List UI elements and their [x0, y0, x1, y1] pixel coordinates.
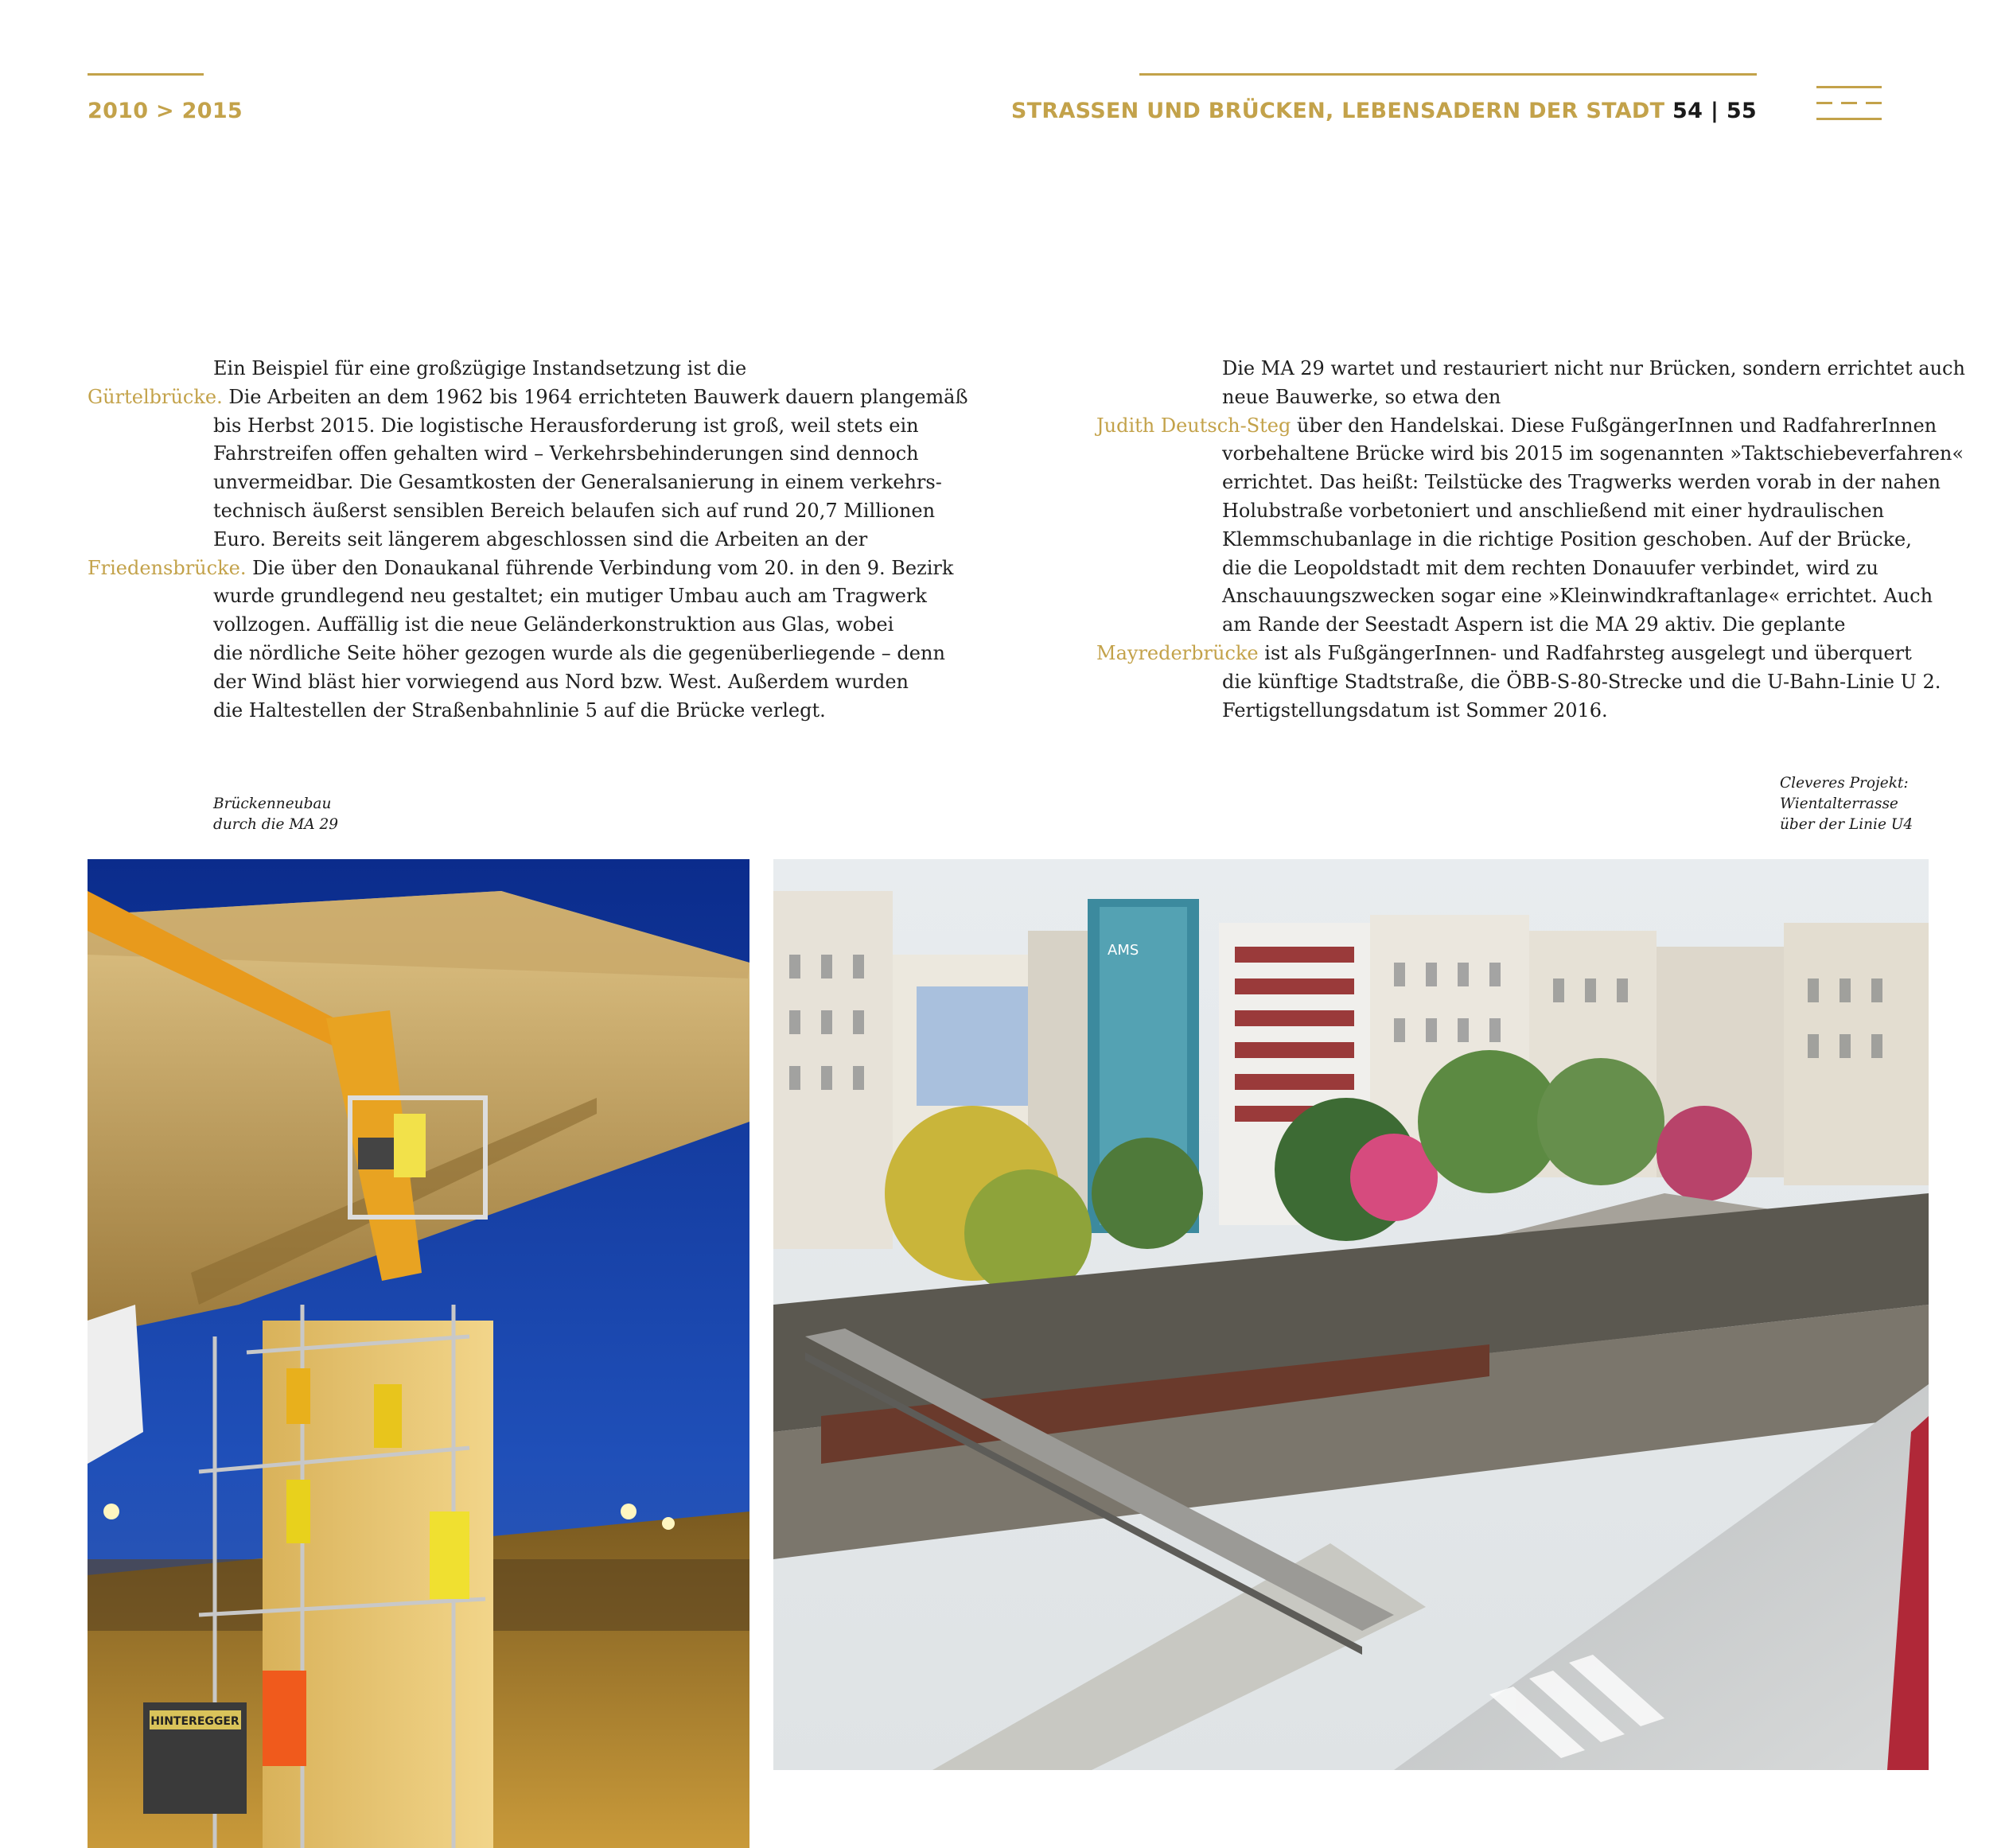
menu-dashes-icon[interactable] [1816, 86, 1882, 121]
body-text: ist als FußgängerInnen- und Radfahrsteg ausgelegt und überquert [1258, 641, 1912, 664]
right-text-line [1096, 582, 1940, 611]
body-text: Euro. Bereits seit längerem abgeschlossen sind die Arbeiten an der [213, 527, 868, 551]
bridge-name-highlight: Friedensbrücke. [88, 556, 247, 579]
body-text: Die über den Donaukanal führende Verbindung vom 20. in den 9. Bezirk [246, 556, 954, 579]
building-sign: AMS [1108, 942, 1139, 959]
right-text-line [1096, 383, 1940, 412]
body-text: technisch äußerst sensiblen Bereich belaufen sich auf rund 20,7 Millionen [213, 499, 936, 522]
body-text: errichtet. Das heißt: Teilstücke des Tragwerks werden vorab in der nahen [1222, 471, 1941, 494]
right-text-line [1096, 412, 1940, 441]
left-text-column [88, 355, 968, 725]
page-numbers: 54 | 55 [1672, 99, 1757, 123]
bridge-name-highlight: Gürtelbrücke. [88, 385, 223, 408]
right-text-line [1096, 668, 1940, 697]
chapter-title: STRASSEN UND BRÜCKEN, LEBENSADERN DER STADT [1010, 99, 1665, 123]
right-text-line [1096, 697, 1940, 726]
body-text: am Rande der Seestadt Aspern ist die MA 29 aktiv. Die geplante [1222, 613, 1846, 636]
body-text: Klemmschubanlage in die richtige Position geschoben. Auf der Brücke, [1222, 527, 1912, 551]
body-text: die Haltestellen der Straßenbahnlinie 5 auf die Brücke verlegt. [213, 698, 826, 722]
body-text: die die Leopoldstadt mit dem rechten Donauufer verbindet, wird zu [1222, 556, 1878, 579]
left-text-line [88, 697, 955, 726]
right-text-line [1096, 554, 1940, 583]
header-chapter-title [1011, 99, 1757, 123]
body-text: wurde grundlegend neu gestaltet; ein mutiger Umbau auch am Tragwerk [213, 585, 927, 608]
body-text: Die Arbeiten an dem 1962 bis 1964 errichteten Bauwerk dauern plangemäß [222, 385, 968, 408]
left-text-line [88, 611, 955, 640]
caption-right-line: Cleveres Projekt: [1780, 775, 1909, 792]
body-text: Ein Beispiel für eine großzügige Instandsetzung ist die [213, 357, 747, 379]
bridge-name-highlight: Mayrederbrücke [1096, 641, 1259, 664]
body-text: Holubstraße vorbetoniert und anschließend mit einer hydraulischen [1222, 499, 1885, 522]
right-text-line [1096, 355, 1965, 383]
right-text-line [1096, 640, 1940, 668]
right-text-line [1096, 469, 1940, 497]
header-rule-left [88, 73, 204, 76]
caption-left-line: durch die MA 29 [213, 816, 339, 833]
body-text: neue Bauwerke, so etwa den [1222, 385, 1501, 408]
body-text: Fertigstellungsdatum ist Sommer 2016. [1222, 698, 1608, 722]
left-text-line [88, 383, 968, 412]
header-rule-right [1139, 73, 1757, 76]
left-text-line [88, 526, 955, 554]
left-text-line [88, 554, 955, 583]
right-text-column [1096, 355, 1965, 725]
left-text-line [88, 440, 955, 469]
right-text-line [1096, 611, 1940, 640]
body-text: Anschauungszwecken sogar eine »Kleinwindkraftanlage« errichtet. Auch [1222, 585, 1933, 608]
caption-right-line: über der Linie U4 [1780, 816, 1914, 833]
right-text-line [1096, 497, 1940, 526]
left-text-line [88, 668, 955, 697]
wientalterrasse-photo [773, 859, 1929, 1770]
left-text-line [88, 412, 955, 441]
body-text: der Wind bläst hier vorwiegend aus Nord bzw. West. Außerdem wurden [213, 670, 909, 693]
caption-right [1780, 773, 1913, 835]
bridge-construction-photo [88, 859, 749, 1848]
body-text: Die MA 29 wartet und restauriert nicht nur Brücken, sondern errichtet auch [1222, 357, 1965, 379]
body-text: bis Herbst 2015. Die logistische Herausforderung ist groß, weil stets ein [213, 414, 919, 437]
generator-sign: HINTEREGGER [150, 1715, 239, 1728]
body-text: unvermeidbar. Die Gesamtkosten der Generalsanierung in einem verkehrs- [213, 471, 942, 494]
left-text-line [88, 355, 955, 383]
right-text-line [1096, 526, 1940, 554]
left-text-line [88, 582, 955, 611]
body-text: die nördliche Seite höher gezogen wurde als die gegenüberliegende – denn [213, 641, 945, 664]
left-text-line [88, 469, 955, 497]
bridge-name-highlight: Judith Deutsch-Steg [1096, 414, 1291, 437]
body-text: vollzogen. Auffällig ist die neue Geländerkonstruktion aus Glas, wobei [213, 613, 894, 636]
caption-left [213, 794, 338, 835]
body-text: die künftige Stadtstraße, die ÖBB-S-80-Strecke und die U-Bahn-Linie U 2. [1222, 670, 1941, 693]
caption-left-line: Brückenneubau [213, 796, 332, 812]
left-text-line [88, 640, 955, 668]
left-text-line [88, 497, 955, 526]
body-text: Fahrstreifen offen gehalten wird – Verkehrsbehinderungen sind dennoch [213, 442, 919, 465]
caption-right-line: Wientalterrasse [1780, 796, 1898, 812]
right-text-line [1096, 440, 1964, 469]
body-text: über den Handelskai. Diese FußgängerInnen und RadfahrerInnen [1291, 414, 1937, 437]
header-year-range: 2010 > 2015 [88, 99, 243, 123]
body-text: vorbehaltene Brücke wird bis 2015 im sogenannten »Taktschiebeverfahren« [1222, 442, 1964, 465]
